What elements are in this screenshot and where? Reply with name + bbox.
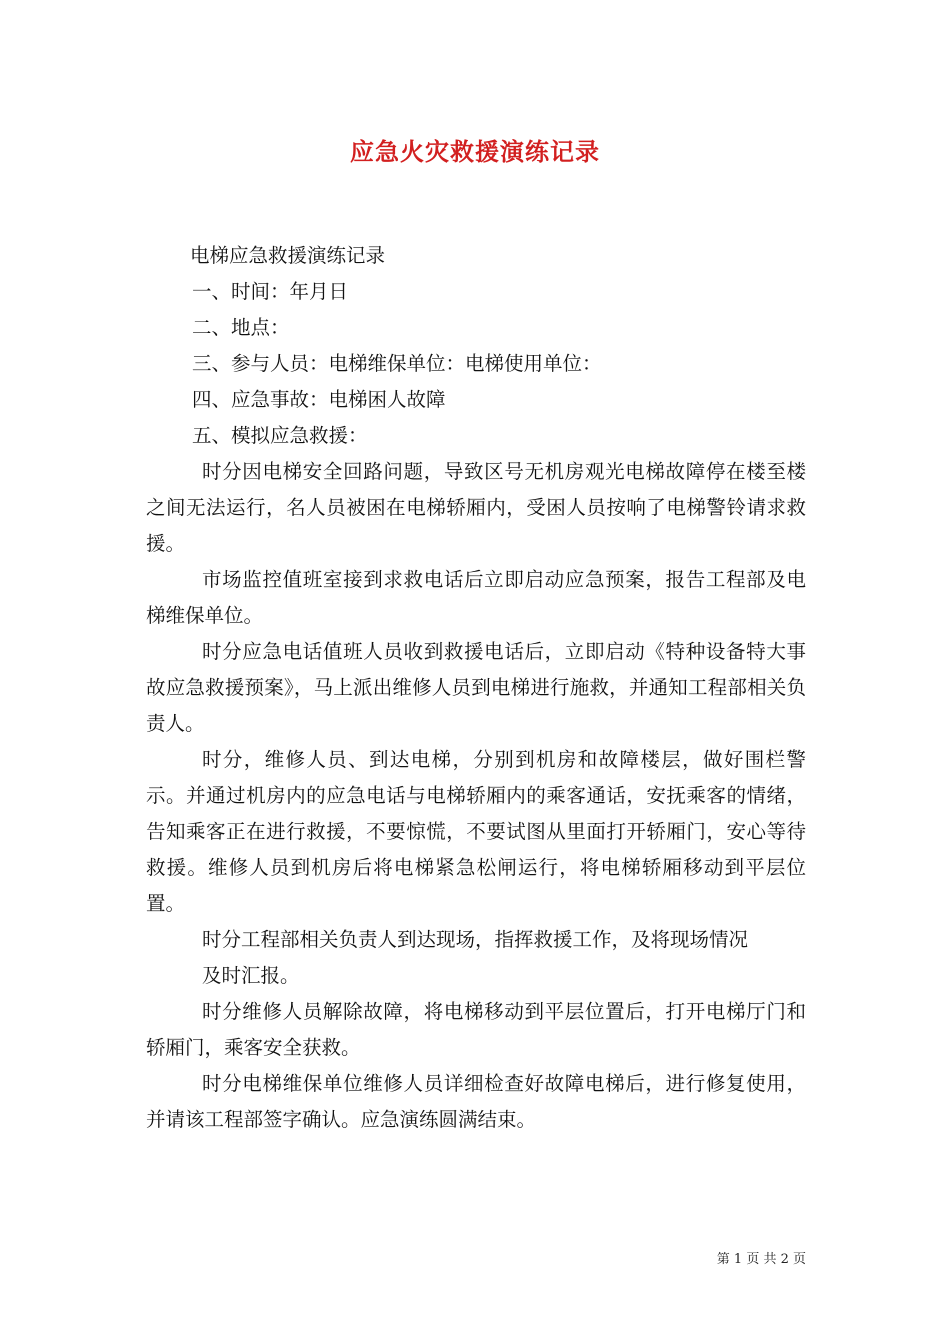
paragraph-report: 市场监控值班室接到求救电话后立即启动应急预案，报告工程部及电梯维保单位。 [146, 568, 806, 627]
item-simulation: 五、模拟应急救援： [192, 424, 368, 447]
paragraph-fault: 时分因电梯安全回路问题，导致区号无机房观光电梯故障停在楼至楼之间无法运行，名人员被困在电梯轿厢内，受困人员按响了电梯警铃请求救援。 [146, 460, 806, 555]
paragraph-repair: 时分电梯维保单位维修人员详细检查好故障电梯后，进行修复使用，并请该工程部签字确认。应急演练圆满结束。 [146, 1072, 806, 1131]
document-subtitle: 电梯应急救援演练记录 [190, 244, 386, 267]
paragraph-command: 时分工程部相关负责人到达现场，指挥救援工作，及将现场情况 [202, 928, 749, 951]
paragraph-rescue: 时分维修人员解除故障，将电梯移动到平层位置后，打开电梯厅门和轿厢门，乘客安全获救。 [146, 1000, 806, 1059]
item-incident: 四、应急事故：电梯困人故障 [192, 388, 446, 411]
document-title: 应急火灾救援演练记录 [350, 137, 600, 166]
paragraph-arrival: 时分，维修人员、到达电梯，分别到机房和故障楼层，做好围栏警示。并通过机房内的应急电话与电梯轿厢内的乘客通话，安抚乘客的情绪，告知乘客正在进行救援，不要惊慌，不要试图从里面打开轿厢门，安心等待救援。维修人员到机房后将电梯紧急松闸运行，将电梯轿厢移动到平层位置。 [146, 748, 806, 915]
paragraph-dispatch: 时分应急电话值班人员收到救援电话后，立即启动《特种设备特大事故应急救援预案》，马上派出维修人员到电梯进行施救，并通知工程部相关负责人。 [146, 640, 806, 735]
document-body [146, 238, 806, 1138]
item-time: 一、时间：年月日 [192, 280, 349, 303]
item-location: 二、地点： [192, 316, 290, 339]
paragraph-report-timely: 及时汇报。 [202, 964, 300, 987]
item-participants: 三、参与人员：电梯维保单位：电梯使用单位： [192, 352, 602, 375]
page-number: 第 1 页 共 2 页 [716, 1252, 806, 1267]
